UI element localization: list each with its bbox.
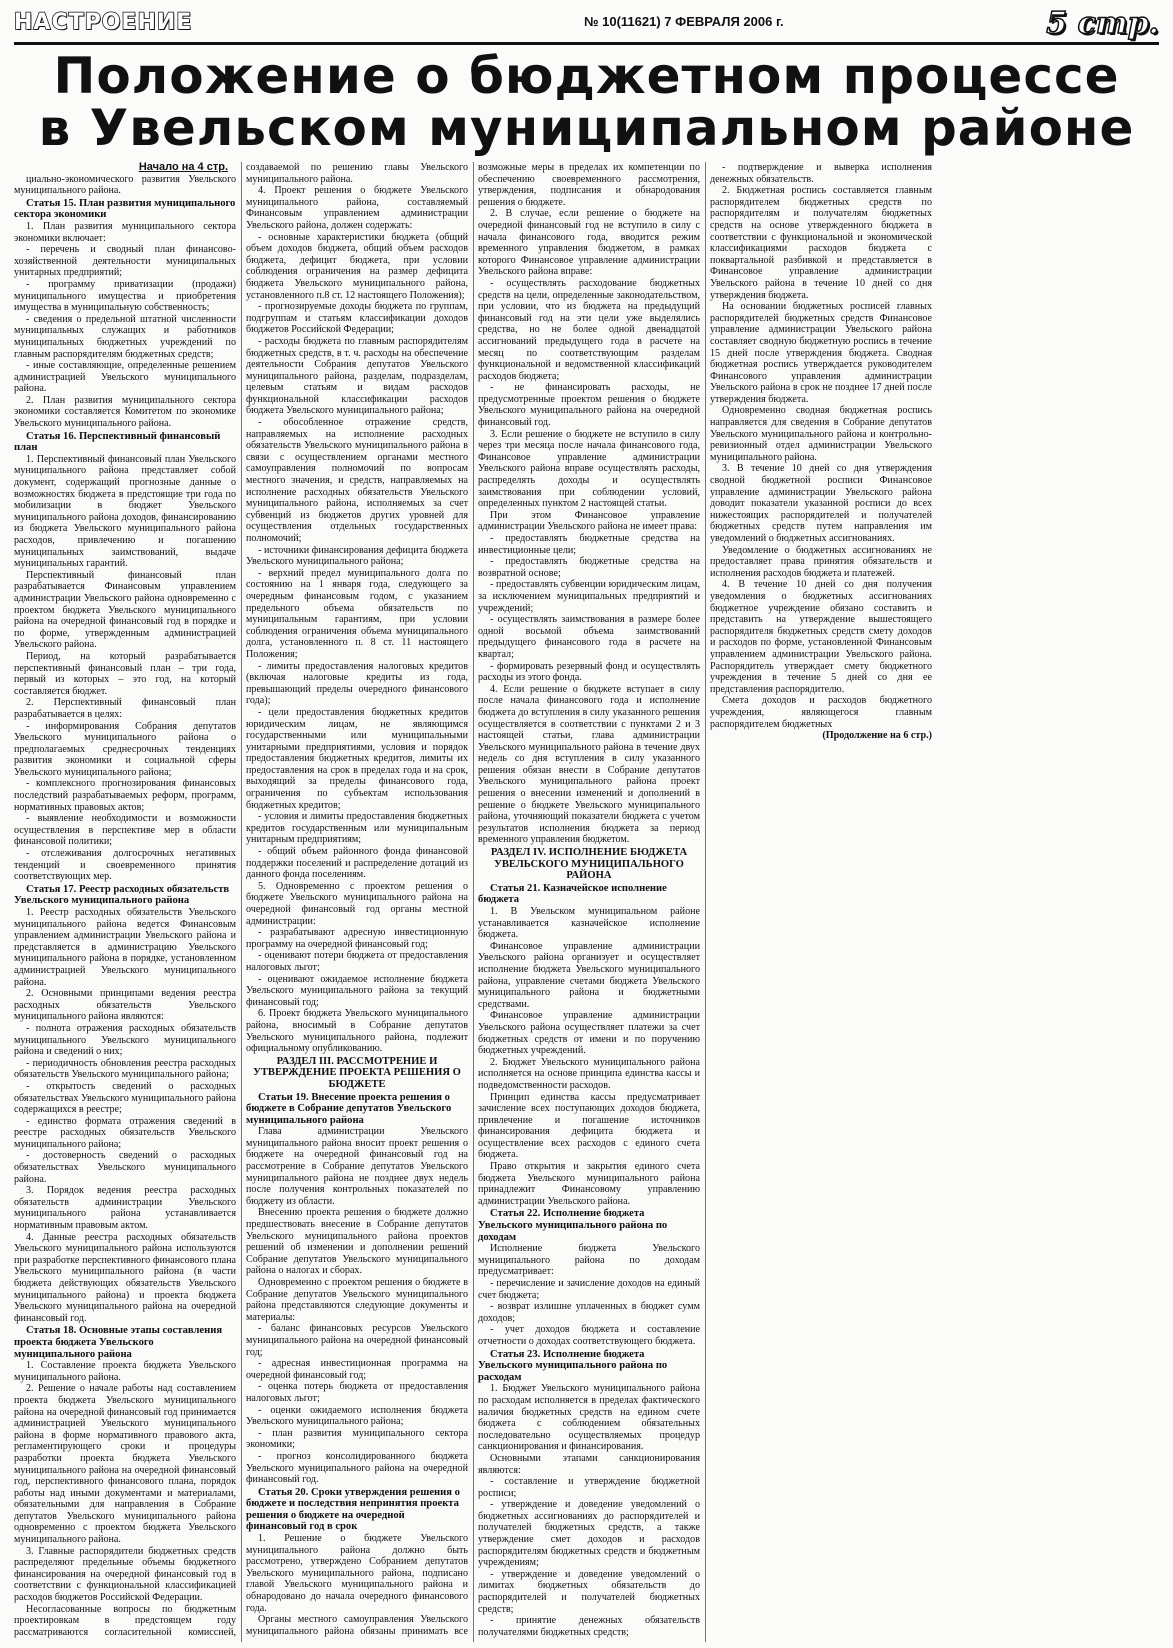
paragraph: 1. Реестр расходных обязательств Увельского муниципального района ведется Финансовым управлением администрации Увельского района и представляется в администрацию Увельского муниципального района в порядке, установленном администрацией Увельского муниципального района. bbox=[14, 907, 236, 988]
paragraph: 1. Бюджет Увельского муниципального района по расходам исполняется в пределах фактического наличия бюджетных средств на едином счете бюджета с соблюдением обязательных последовательно осуществляемых процедур санкционирования и финансирования. bbox=[478, 1383, 700, 1453]
article-heading: Статьи 19. Внесение проекта решения о бюджете в Собрание депутатов Увельского муниципального района bbox=[246, 1091, 452, 1126]
paragraph: 2. Основными принципами ведения реестра расходных обязательств Увельского муниципального района являются: bbox=[14, 988, 236, 1023]
paragraph: - предоставлять бюджетные средства на возвратной основе; bbox=[478, 556, 700, 579]
paragraph: - обособленное отражение средств, направляемых на исполнение расходных обязательств Увельского муниципального района в связи с осуществлением органами местного самоуправления полномочий по вопросам местного значения, и средств, направляемых на исполнение расходных обязательств Увельского муниципального района, исполняемых за счет субвенций из бюджетов других уровней для осуществления отдельных государственных полномочий; bbox=[246, 417, 468, 544]
article-heading: Статья 15. План развития муниципального сектора экономики bbox=[14, 197, 236, 221]
paragraph: 2. Перспективный финансовый план разрабатывается в целях: bbox=[14, 697, 236, 720]
paragraph: Одновременно сводная бюджетная роспись направляется для сведения в Собрание депутатов Увельского муниципального района и контрольно-ревизионный отдел администрации Увельского муниципального района. bbox=[710, 405, 932, 463]
paragraph: - отслеживания долгосрочных негативных тенденций и своевременного принятия соответствующих мер. bbox=[14, 848, 236, 883]
paragraph: Несогласованные вопросы по бюджетным проектировкам в предстоящем году рассматриваются согласительной комиссией, создаваемой по решению главы Увельского муниципального района. bbox=[14, 162, 468, 1638]
paragraph: - комплексного прогнозирования финансовых последствий разрабатываемых реформ, программ, нормативных правовых актов; bbox=[14, 778, 236, 813]
paragraph: - информирования Собрания депутатов Увельского муниципального района о предполагаемых среднесрочных тенденциях развития экономики и социальной сферы Увельского муниципального района; bbox=[14, 720, 236, 778]
paragraph: 4. Проект решения о бюджете Увельского муниципального района, составляемый Финансовым управлением администрации Увельского района, должен содержать: bbox=[246, 185, 468, 231]
paragraph: Одновременно с проектом решения о бюджете в Собрание депутатов Увельского муниципального района представляются следующие документы и материалы: bbox=[246, 1277, 468, 1323]
paragraph: Уведомление о бюджетных ассигнованиях не предоставляет права принятия обязательств и исполнения расходов бюджета и платежей. bbox=[710, 544, 932, 579]
paragraph: - утверждение и доведение уведомлений о лимитах бюджетных обязательств до распорядителей и получателей бюджетных средств; bbox=[478, 1568, 700, 1615]
paragraph: Исполнение бюджета Увельского муниципального района по доходам предусматривает: bbox=[478, 1243, 700, 1278]
paragraph: - формировать резервный фонд и осуществлять расходы из этого фонда. bbox=[478, 660, 700, 684]
paragraph: - оценка потерь бюджета от предоставления налоговых льгот; bbox=[246, 1381, 468, 1404]
article-heading: Статья 22. Исполнение бюджета Увельского муниципального района по доходам bbox=[478, 1208, 668, 1243]
paragraph: - общий объем районного фонда финансовой поддержки поселений и распределение дотаций из данного фонда поселениям. bbox=[246, 846, 468, 881]
paragraph: Основными этапами санкционирования являются: bbox=[478, 1452, 700, 1476]
paragraph: 1. Решение о бюджете Увельского муниципального района должно быть рассмотрено, утверждено Собранием депутатов Увельского муниципального района, подписано главой Увельского муниципального района и обнародовано до начала очередного финансового года. bbox=[246, 1533, 468, 1614]
paragraph: Органы местного самоуправления Увельского муниципального района обязаны принимать все возможные меры в пределах их компетенции по обеспечению своевременного рассмотрения, утверждения, подписания и обнародования решения о бюджете. bbox=[246, 162, 700, 1637]
article-heading: Статья 21. Казначейское исполнение бюджета bbox=[478, 882, 667, 906]
paragraph: 1. Составление проекта бюджета Увельского муниципального района. bbox=[14, 1360, 236, 1383]
headline bbox=[14, 47, 1159, 157]
headline-line-1: Положение о бюджетном процессе bbox=[53, 47, 1120, 105]
paragraph: 5. Одновременно с проектом решения о бюджете Увельского муниципального района на очередной финансовый год органы местной администрации: bbox=[246, 880, 468, 927]
article-heading: Статья 20. Сроки утверждения решения о бюджете и последствия непринятия проекта решения о бюджете на очередной финансовый год в срок bbox=[246, 1486, 460, 1533]
paragraph: Смета доходов и расходов бюджетного учреждения, являющегося главным распорядителем бюджетных bbox=[710, 695, 932, 730]
paragraph: - выявление необходимости и возможности осуществления в перспективе мер в области финансовой политики; bbox=[14, 813, 236, 848]
paragraph: 2. Бюджет Увельского муниципального района исполняется на основе принципа единства кассы и подведомственности расходов. bbox=[478, 1056, 700, 1091]
paragraph: - периодичность обновления реестра расходных обязательств Увельского муниципального района; bbox=[14, 1057, 236, 1081]
paragraph: Принцип единства кассы предусматривает зачисление всех поступающих доходов бюджета, привлечение и погашение источников финансирования дефицита бюджета и осуществление всех расходов с единого счета бюджета. bbox=[478, 1091, 700, 1161]
paragraph: - разрабатывают адресную инвестиционную программу на очередной финансовый год; bbox=[246, 927, 468, 950]
paragraph: - план развития муниципального сектора экономики; bbox=[246, 1427, 468, 1451]
paragraph: Финансовое управление администрации Увельского района осуществляет платежи за счет бюджетных средств от имени и по поручению бюджетных учреждений. bbox=[478, 1010, 700, 1057]
paragraph: 4. Если решение о бюджете вступает в силу после начала финансового года и исполнение бюджета до вступления в силу указанного решения осуществляется в соответствии с пунктами 2 и 3 настоящей статьи, глава администрации Увельского муниципального района в течение двух недель со дня вступления в силу указанного решения обязан внести в Собрание депутатов Увельского муниципального района проект решения о внесении изменений и дополнений в решение о бюджете Увельского муниципального района, уточняющий показатели бюджета с учетом результатов исполнения бюджета за период временного управления бюджетом. bbox=[478, 683, 700, 846]
paragraph: - подтверждение и выверка исполнения денежных обязательств. bbox=[710, 162, 932, 185]
paragraph: 1. В Увельском муниципальном районе устанавливается казначейское исполнение бюджета. bbox=[478, 906, 700, 941]
paragraph: - утверждение и доведение уведомлений о бюджетных ассигнованиях до распорядителей и получателей бюджетных средств, а также утверждение смет доходов и расходов распорядителям бюджетных средств и бюджетным учреждениям; bbox=[478, 1499, 700, 1569]
paragraph: - осуществлять заимствования в размере более одной восьмой объема заимствований предыдущего финансового года в расчете на квартал; bbox=[478, 614, 700, 660]
paragraph: - иные составляющие, определенные решением администрацией Увельского муниципального района. bbox=[14, 360, 236, 395]
paragraph: При этом Финансовое управление администрации Увельского района не имеет права: bbox=[478, 509, 700, 533]
paragraph: - учет доходов бюджета и составление отчетности о доходах соответствующего бюджета. bbox=[478, 1324, 700, 1347]
paragraph: 3. В течение 10 дней со дня утверждения сводной бюджетной росписи Финансовое управление администрации Увельского района доводит показатели указанной росписи до всех нижестоящих распорядителей и получателей бюджетных средств путем направления им уведомлений о бюджетных ассигнованиях. bbox=[710, 463, 932, 544]
paragraph: 4. Данные реестра расходных обязательств Увельского муниципального района используются при разработке перспективного финансового плана Увельского муниципального района (в части бюджета действующих обязательств Увельского муниципального района) и проекта бюджета Увельского муниципального района на очередной финансовый год. bbox=[14, 1231, 236, 1324]
paragraph: - открытость сведений о расходных обязательствах Увельского муниципального района содержащихся в реестре; bbox=[14, 1080, 236, 1116]
paragraph: - оценивают ожидаемое исполнение бюджета Увельского муниципального района за текущий финансовый год; bbox=[246, 973, 468, 1008]
paragraph: - прогноз консолидированного бюджета Увельского муниципального района на очередной финансовый год. bbox=[246, 1450, 468, 1486]
paragraph: - составление и утверждение бюджетной росписи; bbox=[478, 1476, 700, 1499]
paragraph: Глава администрации Увельского муниципального района вносит проект решения о бюджете на очередной финансовый год на рассмотрение в Собрание депутатов Увельского муниципального района не позднее двух недель после получения контрольных показателей по бюджету из области. bbox=[246, 1126, 468, 1207]
paragraph: - верхний предел муниципального долга по состоянию на 1 января года, следующего за очередным финансовым годом, с указанием предельного объема обязательств по муниципальным гарантиям, при условии соблюдения ограничения объема муниципального долга, установленного п. 8 ст. 11 настоящего Положения; bbox=[246, 567, 468, 660]
paragraph: - предоставлять бюджетные средства на инвестиционные цели; bbox=[478, 533, 700, 556]
paragraph: 1. Перспективный финансовый план Увельского муниципального района представляет собой документ, содержащий прогнозные данные о возможностях бюджета в предстоящие три года по мобилизации в бюджет Увельского муниципального района доходов, финансированию из бюджета Увельского муниципального района расходов, привлечению и погашению муниципальных заимствований, выдаче муниципальных гарантий. bbox=[14, 453, 236, 570]
paragraph: - основные характеристики бюджета (общий объем доходов бюджета, общий объем расходов бюджета, дефицит бюджета, при условии соблюдения ограничения на размер дефицита бюджета Увельского муниципального района, установленного п.8 ст. 12 настоящего Положения); bbox=[246, 231, 468, 301]
paragraph: Перспективный финансовый план разрабатывается Финансовым управлением администрации Увельского района одновременно с проектом бюджета Увельского муниципального района на очередной финансовый год в порядке и по форме, утвержденным администрацией Увельского района. bbox=[14, 569, 236, 651]
paragraph: 4. В течение 10 дней со дня получения уведомления о бюджетных ассигнованиях бюджетное учреждение обязано составить и представить на утверждение вышестоящего распорядителя бюджетных средств смету доходов и расходов по форме, установленной Финансовым управлением администрации Увельского района. Распорядитель утверждает смету бюджетного учреждения в течение 5 дней со дня ее представления распорядителю. bbox=[710, 579, 932, 695]
issue-info: № 10(11621) 7 ФЕВРАЛЯ 2006 г. bbox=[584, 14, 784, 29]
paragraph: - перечень и сводный план финансово-хозяйственной деятельности муниципальных унитарных предприятий; bbox=[14, 244, 236, 279]
section-heading: РАЗДЕЛ IV. ИСПОЛНЕНИЕ БЮДЖЕТА УВЕЛЬСКОГО МУНИЦИПАЛЬНОГО РАЙОНА bbox=[490, 847, 688, 882]
paragraph: - осуществлять расходование бюджетных средств на цели, определенные законодательством, при условии, что из бюджета на предыдущий финансовый год на эти цели уже выделялись средства, но не более одной двенадцатой ассигнований предыдущего года в расчете на месяц по соответствующим разделам функциональной и ведомственной классификаций расходов бюджета; bbox=[478, 277, 700, 382]
paragraph: - адресная инвестиционная программа на очередной финансовый год; bbox=[246, 1358, 468, 1381]
paragraph: - источники финансирования дефицита бюджета Увельского муниципального района; bbox=[246, 544, 468, 568]
paragraph: циально-экономического развития Увельского муниципального района. bbox=[14, 173, 236, 197]
paragraph: Внесению проекта решения о бюджете должно предшествовать внесение в Собрание депутатов Увельского муниципального района проектов решений об изменении и дополнении решений Собрание депутатов Увельского муниципального района о налогах и сборах. bbox=[246, 1207, 468, 1277]
paragraph: 1. План развития муниципального сектора экономики включает: bbox=[14, 220, 236, 244]
paragraph: - не финансировать расходы, не предусмотренные проектом решения о бюджете Увельского муниципального района на очередной финансовый год. bbox=[478, 382, 700, 429]
section-heading: РАЗДЕЛ III. РАССМОТРЕНИЕ И УТВЕРЖДЕНИЕ ПРОЕКТА РЕШЕНИЯ О БЮДЖЕТЕ bbox=[253, 1055, 461, 1090]
paragraph: 2. В случае, если решение о бюджете на очередной финансовый год не вступило в силу с начала финансового года, вводится режим временного управления бюджетом, в рамках которого Финансовое управление администрации Увельского района вправе: bbox=[478, 208, 700, 278]
rubric-title: НАСТРОЕНИЕ bbox=[14, 10, 193, 35]
paragraph: 3. Главные распорядители бюджетных средств распределяют предельные объемы бюджетного финансирования на очередной финансовый год в соответствии с функциональной классификацией расходов бюджетов Российской Федерации. bbox=[14, 1545, 236, 1604]
article-heading: Статья 18. Основные этапы составления проекта бюджета Увельского муниципального района bbox=[14, 1325, 223, 1360]
paragraph: Право открытия и закрытия единого счета бюджета Увельского муниципального района принадлежит Финансовому управлению администрации Увельского района. bbox=[478, 1161, 700, 1207]
paragraph: - сведения о предельной штатной численности муниципальных служащих и работников муниципальных бюджетных учреждений по главным распорядителям бюджетных средств; bbox=[14, 313, 236, 360]
page-number: 5 стр. bbox=[1046, 6, 1159, 41]
paragraph: 6. Проект бюджета Увельского муниципального района, вносимый в Собрание депутатов Увельского муниципального района, подлежит официальному опубликованию. bbox=[246, 1008, 468, 1055]
paragraph: На основании бюджетных росписей главных распорядителей бюджетных средств Финансовое управление администрации Увельского района составляет сводную бюджетную роспись в течение 15 дней после утверждения бюджета. Сводная бюджетная роспись утверждается руководителем Финансового управления администрации Увельского района в срок не позднее 17 дней после утверждения бюджета. bbox=[710, 301, 932, 405]
paragraph: - принятие денежных обязательств получателями бюджетных средств; bbox=[478, 1615, 700, 1638]
paragraph: - условия и лимиты предоставления бюджетных кредитов государственным или муниципальным унитарным предприятиям; bbox=[246, 811, 468, 846]
continuation-note: (Продолжение на 6 стр.) bbox=[822, 730, 932, 742]
paragraph: 3. Порядок ведения реестра расходных обязательств администрации Увельского муниципального района устанавливается нормативным правовым актом. bbox=[14, 1185, 236, 1232]
paragraph: - баланс финансовых ресурсов Увельского муниципального района на очередной финансовый год; bbox=[246, 1323, 468, 1358]
paragraph: - оценивают потери бюджета от предоставления налоговых льгот; bbox=[246, 950, 468, 973]
paragraph: - программу приватизации (продажи) муниципального имущества и приобретения имущества в муниципальную собственность; bbox=[14, 278, 236, 314]
article-heading: Статья 16. Перспективный финансовый план bbox=[14, 430, 221, 454]
headline-line-2: в Увельском муниципальном районе bbox=[38, 99, 1135, 157]
paragraph: - прогнозируемые доходы бюджета по группам, подгруппам и статьям классификации доходов бюджетов Российской Федерации; bbox=[246, 301, 468, 336]
paragraph: - цели предоставления бюджетных кредитов юридическим лицам, не являющимся государственными или муниципальными унитарными предприятиями, условия и порядок предоставления бюджетных кредитов, лимиты их предоставления на срок в пределах года и на срок, выходящий за пределы финансового года, ограничения по субъектам использования бюджетных кредитов; bbox=[246, 706, 468, 811]
paragraph: - лимиты предоставления налоговых кредитов (включая налоговые кредиты из года, превышающий пределы очередного финансового года); bbox=[246, 660, 468, 707]
paragraph: - перечисление и зачисление доходов на единый счет бюджета; bbox=[478, 1278, 700, 1301]
paragraph: - расходы бюджета по главным распорядителям бюджетных средств, в т. ч. расходы на обеспечение деятельности Собрания депутатов Увельского муниципального района, разделам, подразделам, целевым статьям и видам расходов функциональной классификации расходов бюджета Увельского муниципального района; bbox=[246, 335, 468, 417]
masthead bbox=[14, 6, 1159, 45]
paragraph: 2. План развития муниципального сектора экономики составляется Комитетом по экономике Увельского муниципального района. bbox=[14, 394, 236, 430]
paragraph: Период, на который разрабатывается перспективный финансовый план – три года, первый из которых – это год, на который составляется бюджет. bbox=[14, 650, 236, 697]
paragraph: - полнота отражения расходных обязательств муниципального Увельского муниципального района и сведений о них; bbox=[14, 1022, 236, 1058]
paragraph: - достоверность сведений о расходных обязательствах Увельского муниципального района. bbox=[14, 1150, 236, 1185]
article-body bbox=[14, 162, 1164, 1642]
paragraph: 2. Бюджетная роспись составляется главным распорядителем бюджетных средств по распорядителям и получателям бюджетных средств на основе утвержденного бюджета в соответствии с функциональной и экономической классификациями расходов бюджета с поквартальной разбивкой и представляется в Финансовое управление администрации Увельского района в течение 10 дней со дня утверждения бюджета. bbox=[710, 185, 932, 301]
paragraph: - оценки ожидаемого исполнения бюджета Увельского муниципального района; bbox=[246, 1404, 468, 1428]
article-heading: Статья 23. Исполнение бюджета Увельского муниципального района по расходам bbox=[478, 1348, 668, 1383]
paragraph: Финансовое управление администрации Увельского района организует и осуществляет исполнение бюджета Увельского муниципального района, управление счетами бюджета Увельского муниципального района и бюджетными средствами. bbox=[478, 940, 700, 1010]
start-note: Начало на 4 стр. bbox=[138, 161, 228, 173]
paragraph: 2. Решение о начале работы над составлением проекта бюджета Увельского муниципального района на очередной финансовый год принимается администрацией Увельского муниципального района в форме нормативного правового акта, регламентирующего сроки и процедуры разработки проекта бюджета Увельского муниципального района на очередной финансовый год, перспективного финансового плана, порядок работы над иными документами и материалами, обязательными для направления в Собрание депутатов Увельского муниципального района одновременно с проектом бюджета Увельского муниципального района. bbox=[14, 1383, 236, 1546]
paragraph: - возврат излишне уплаченных в бюджет сумм доходов; bbox=[478, 1301, 700, 1324]
paragraph: 3. Если решение о бюджете не вступило в силу через три месяца после начала финансового года, Финансовое управление администрации Увельского района вправе осуществлять расходы, распределять доходы и осуществлять заимствования при соблюдении условий, определенных пунктом 2 настоящей статьи. bbox=[478, 428, 700, 510]
paragraph: - единство формата отражения сведений в реестре расходных обязательств Увельского муниципального района; bbox=[14, 1115, 236, 1150]
article-heading: Статья 17. Реестр расходных обязательств Увельского муниципального района bbox=[14, 883, 230, 907]
paragraph: - предоставлять субвенции юридическим лицам, за исключением муниципальных предприятий и учреждений; bbox=[478, 579, 700, 614]
